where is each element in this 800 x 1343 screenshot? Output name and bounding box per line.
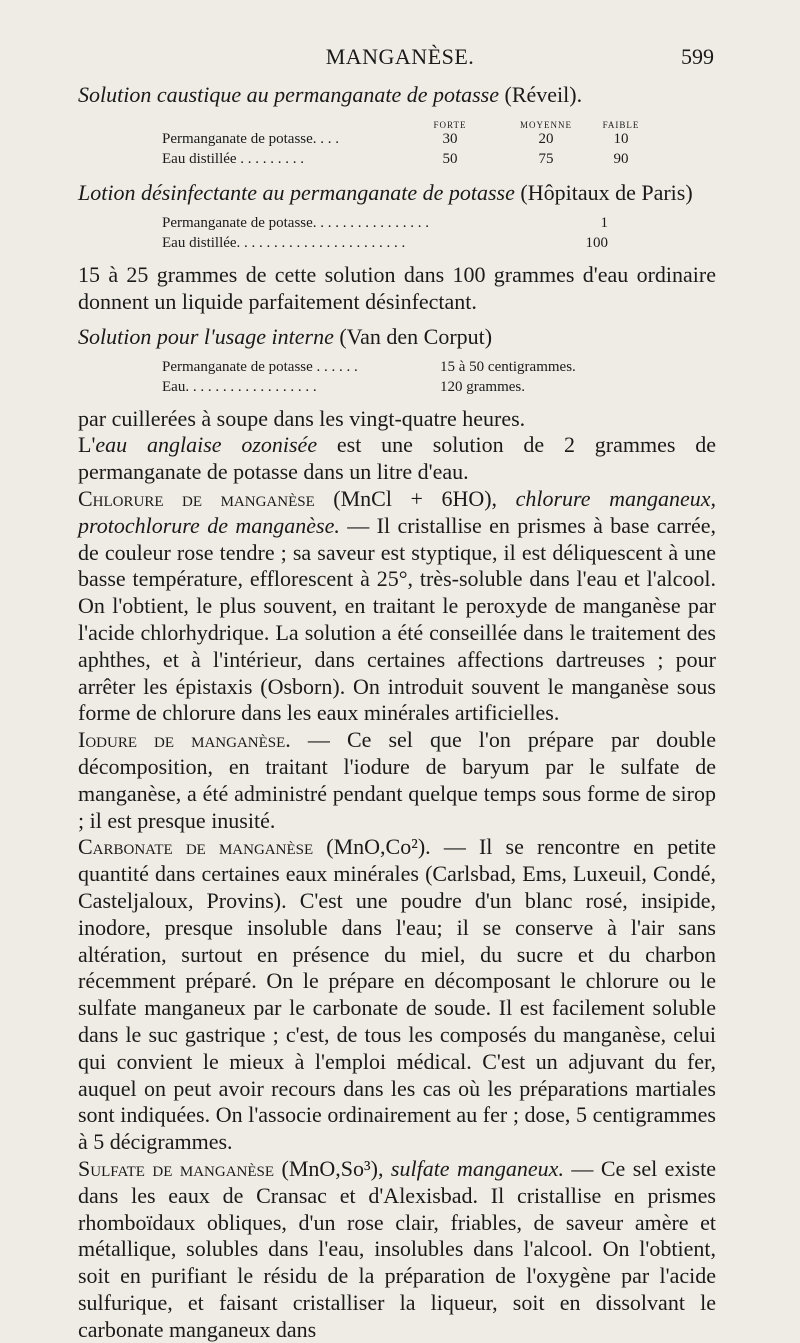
row-label: Permanganate de potasse. . . . . . . . . . . . . . . . <box>162 215 430 231</box>
heading-italic: Solution caustique au permanganate de potasse <box>78 82 500 107</box>
italic-synonym: sulfate manganeux. <box>390 1155 564 1181</box>
section-note: par cuillerées à soupe dans les vingt-quatre heures. <box>78 405 526 431</box>
paragraph-sulfate <box>78 1156 716 1343</box>
running-header <box>0 44 800 78</box>
formula-table <box>78 358 716 398</box>
section-note: 15 à 25 grammes de cette solution dans 100 grammes d'eau ordinaire donnent un liquide parfaitement désinfectant. <box>78 262 716 314</box>
page-body <box>78 80 716 1343</box>
row-label: Permanganate de potasse . . . . . . <box>162 358 358 375</box>
paragraph-iodure <box>78 727 716 834</box>
row-label: Eau. . . . . . . . . . . . . . . . . . <box>162 378 317 395</box>
paragraph-carbonate <box>78 834 716 1156</box>
text-prefix: L' <box>78 432 96 458</box>
table-row <box>78 150 716 170</box>
entry-term: Sulfate de manganèse <box>78 1155 275 1181</box>
formula-table <box>78 214 716 254</box>
table-row <box>78 378 716 398</box>
table-row <box>78 358 716 378</box>
table-header-row <box>78 116 716 130</box>
page-title: MANGANÈSE. <box>325 44 475 69</box>
paragraph-eau-anglaise <box>78 432 716 486</box>
chemical-formula: (MnO,Co²). <box>313 834 444 860</box>
heading-plain: (Hôpitaux de Paris) <box>514 180 693 205</box>
chemical-formula: (MnCl + 6HO), <box>314 485 516 511</box>
heading-plain: (Réveil). <box>499 82 583 107</box>
italic-term: eau anglaise ozonisée <box>95 432 318 458</box>
paragraph-text: — Il cristallise en prismes à base carrée, de couleur rose tendre ; sa saveur est styptique, il est déliquescent à une basse température, efflorescent à 25°, très-soluble dans l'eau et l'alcool. On l'obtient, le plus souvent, en traitant le peroxyde de manganèse par l'acide chlorhydrique. La solution a été conseillée dans le traitement des aphthes, et à l'intérieur, dans certaines affections dartreuses ; pour arrêter les épistaxis (Osborn). On introduit souvent le manganèse sous forme de chlorure dans les eaux minérales artificielles. <box>78 512 716 726</box>
column-header: MOYENNE <box>520 120 572 130</box>
row-label: Eau distillée . . . . . . . . . <box>162 151 305 167</box>
cell-value: 15 à 50 centigrammes. <box>440 358 576 375</box>
section-heading <box>78 322 716 352</box>
heading-italic: Solution pour l'usage interne <box>78 323 334 349</box>
column-header: FAIBLE <box>602 120 640 130</box>
entry-term: Iodure de manganèse. <box>78 727 291 753</box>
table-row <box>78 214 716 234</box>
italic-synonym: chlorure manganeux, protochlorure de manganèse. <box>78 485 716 538</box>
cell-value: 10 <box>613 131 629 147</box>
cell-value: 100 <box>585 235 608 251</box>
paragraph-text: — Ce sel existe dans les eaux de Cransac et d'Alexisbad. Il cristallise en prismes rhomboïdaux obliques, d'un rose clair, friables, de saveur amère et métallique, solubles dans l'eau, insolubles dans l'alcool. On l'obtient, soit en purifiant le résidu de la préparation de l'oxygène par l'acide sulfurique, et faisant cristalliser la liqueur, soit en dissolvant le carbonate manganeux dans <box>78 1155 716 1342</box>
table-row <box>78 130 716 150</box>
heading-plain: (Van den Corput) <box>333 323 493 349</box>
row-label: Permanganate de potasse. . . . <box>162 131 340 147</box>
cell-value: 75 <box>538 151 554 167</box>
table-row <box>78 234 716 254</box>
cell-value: 1 <box>600 215 608 231</box>
heading-italic: Lotion désinfectante au permanganate de potasse <box>78 180 515 205</box>
cell-value: 90 <box>613 151 629 167</box>
chemical-formula: (MnO,So³), <box>274 1155 391 1181</box>
cell-value: 30 <box>442 131 458 147</box>
paragraph-text: — Il se rencontre en petite quantité dans certaines eaux minérales (Carlsbad, Ems, Luxeuil, Condé, Casteljaloux, Provins). C'est une poudre d'un blanc rosé, insipide, inodore, presque insoluble dans l'eau; il se conserve à l'air sans altération, surtout en présence du miel, du sucre et du charbon récemment préparé. On le prépare en décomposant le chlorure ou le sulfate manganeux par le carbonate de soude. Il est facilement soluble dans le suc gastrique ; c'est, de tous les composés du manganèse, celui qui convient le mieux à l'emploi médical. C'est un adjuvant du fer, auquel on peut avoir recours dans les cas où les préparations martiales sont indiquées. On l'associe ordinairement au fer ; dose, 5 centigrammes à 5 décigrammes. <box>78 834 716 1155</box>
entry-term: Carbonate de manganèse <box>78 834 314 860</box>
page-number: 599 <box>681 44 714 69</box>
cell-value: 20 <box>538 131 554 147</box>
paragraph-text: est une solution de 2 grammes de permanganate de potasse dans un litre d'eau. <box>78 432 716 485</box>
column-header: FORTE <box>433 120 467 130</box>
row-label: Eau distillée. . . . . . . . . . . . . . . . . . . . . . . <box>162 235 406 251</box>
section-heading <box>78 80 716 110</box>
paragraph-text: — Ce sel que l'on prépare par double décomposition, en traitant l'iodure de baryum par le sulfate de manganèse, a été administré pendant quelque temps sous forme de sirop ; il est presque inusité. <box>78 727 716 833</box>
cell-value: 50 <box>442 151 458 167</box>
cell-value: 120 grammes. <box>440 378 525 395</box>
paragraph-chlorure <box>78 486 716 727</box>
section-heading <box>78 178 716 208</box>
formula-table <box>78 116 716 170</box>
entry-term: Chlorure de manganèse <box>78 485 315 511</box>
